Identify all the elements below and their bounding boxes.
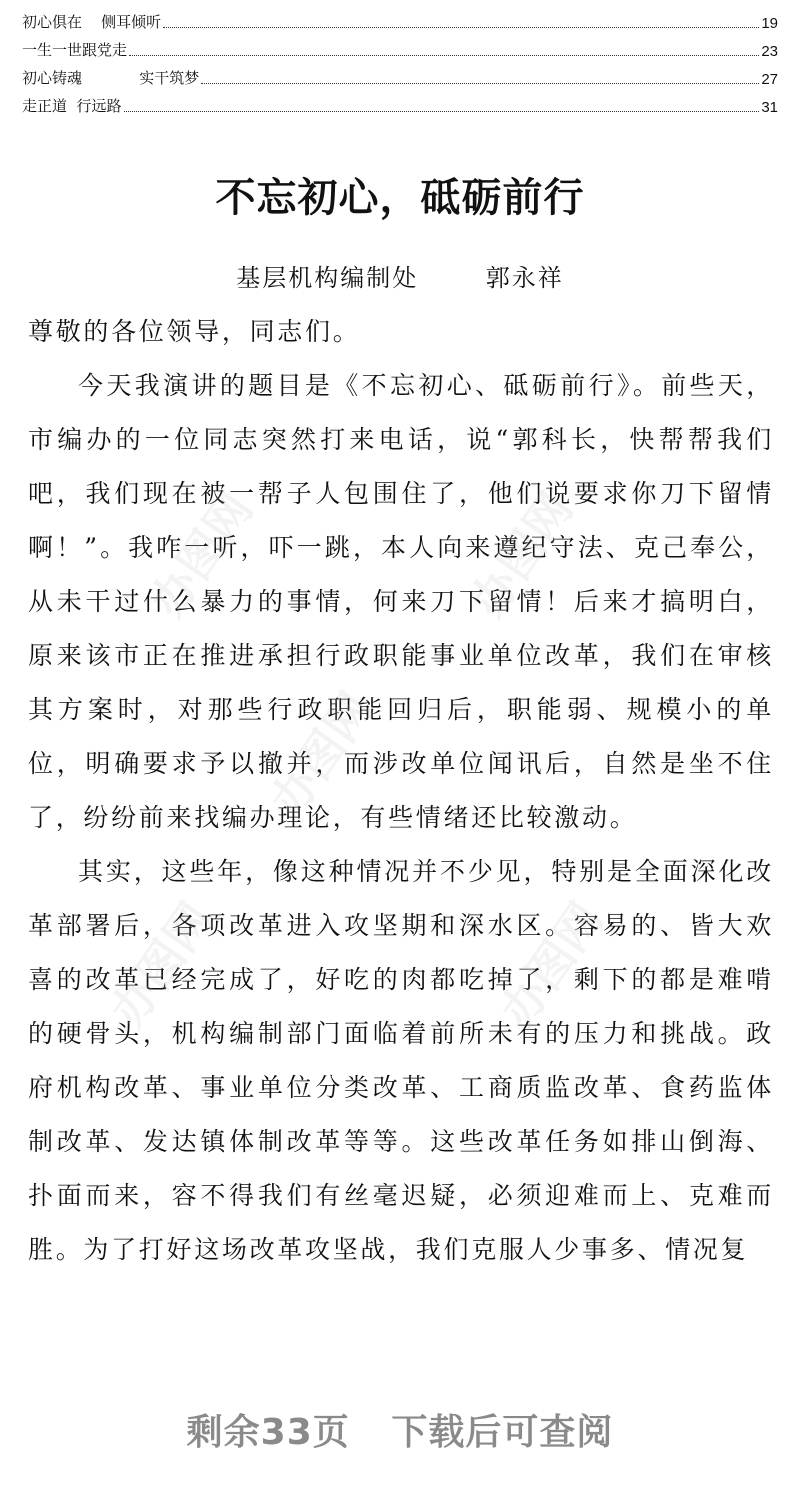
- toc-leader-dots: [129, 55, 759, 56]
- download-prompt[interactable]: [0, 1404, 800, 1455]
- watermark: 办图网: [459, 482, 584, 627]
- toc-entry-page: 27: [761, 71, 778, 88]
- toc-leader-dots: [124, 111, 760, 112]
- watermark: 办图网: [259, 682, 384, 827]
- paragraph: 今天我演讲的题目是《不忘初心、砥砺前行》。前些天，市编办的一位同志突然打来电话，说“郭科长，快帮帮我们吧，我们现在被一帮子人包围住了，他们说要求你刀下留情啊！”。我咋一听，吓一跳，本人向来遵纪守法、克己奉公，从未干过什么暴力的事情，何来刀下留情！后来才搞明白，原来该市正在推进承担行政职能事业单位改革，我们在审核其方案时，对那些行政职能回归后，职能弱、规模小的单位，明确要求予以撤并，而涉改单位闻讯后，自然是坐不住了，纷纷前来找编办理论，有些情绪还比较激动。: [28, 371, 774, 832]
- watermark: 办图网: [99, 892, 224, 1037]
- toc-entry[interactable]: [22, 4, 778, 32]
- toc-entry-page: 23: [761, 43, 778, 60]
- watermark: 办图网: [489, 892, 614, 1037]
- article-body: [28, 305, 774, 1277]
- toc-entry-title: 一生一世跟党走: [22, 41, 128, 59]
- toc-entry[interactable]: [22, 60, 778, 88]
- remaining-pages-label: 剩余33页: [186, 1412, 350, 1453]
- toc-entry[interactable]: [22, 32, 778, 60]
- toc-entry[interactable]: [22, 88, 778, 116]
- toc-entry-page: 31: [761, 99, 778, 116]
- paragraph: 其实，这些年，像这种情况并不少见，特别是全面深化改革部署后，各项改革进入攻坚期和深水区。容易的、皆大欢喜的改革已经完成了，好吃的肉都吃掉了，剩下的都是难啃的硬骨头，机构编制部门面临着前所未有的压力和挑战。政府机构改革、事业单位分类改革、工商质监改革、食药监体制改革、发达镇体制改革等等。这些改革任务如排山倒海、扑面而来，容不得我们有丝毫迟疑，必须迎难而上、克难而胜。为了打好这场改革攻坚战，我们克服人少事多、情况复: [28, 857, 774, 1264]
- download-to-view-label: 下载后可查阅: [391, 1412, 614, 1453]
- toc-entry-title: 初心铸魂 实干筑梦: [22, 69, 200, 87]
- toc-entry-title: 走正道 行远路: [22, 97, 122, 115]
- salutation: 尊敬的各位领导，同志们。: [28, 317, 361, 346]
- toc-leader-dots: [163, 27, 759, 28]
- watermark: 办图网: [139, 482, 264, 627]
- toc-entry-page: 19: [761, 15, 778, 32]
- table-of-contents: [22, 4, 778, 116]
- article-author: 基层机构编制处 郭永祥: [236, 264, 564, 292]
- toc-entry-title: 初心俱在 侧耳倾听: [22, 13, 162, 31]
- article-title: 不忘初心，砥砺前行: [215, 175, 585, 221]
- toc-leader-dots: [201, 83, 759, 84]
